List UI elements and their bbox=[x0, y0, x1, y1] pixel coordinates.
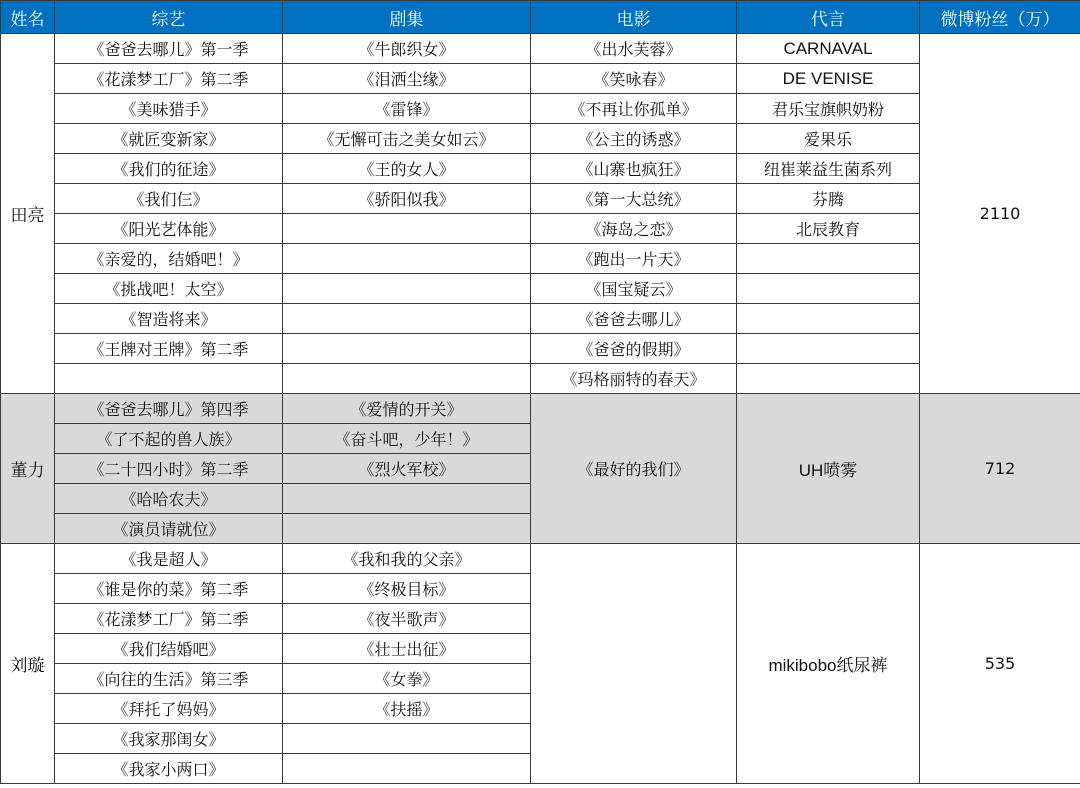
endorsement-cell: UH喷雾 bbox=[737, 394, 920, 544]
header-name: 姓名 bbox=[1, 1, 55, 34]
drama-cell: 《泪洒尘缘》 bbox=[283, 64, 531, 94]
variety-cell: 《智造将来》 bbox=[55, 304, 283, 334]
variety-cell: 《就匠变新家》 bbox=[55, 124, 283, 154]
drama-cell: 《奋斗吧，少年！》 bbox=[283, 424, 531, 454]
header-variety: 综艺 bbox=[55, 1, 283, 34]
person-name: 田亮 bbox=[1, 34, 55, 394]
endorsement-cell: 芬腾 bbox=[737, 184, 920, 214]
table-row bbox=[1, 394, 1080, 424]
table-row bbox=[1, 154, 1080, 184]
header-endorsement: 代言 bbox=[737, 1, 920, 34]
movie-cell: 《跑出一片天》 bbox=[531, 244, 737, 274]
table-row bbox=[1, 94, 1080, 124]
endorsement-cell: CARNAVAL bbox=[737, 34, 920, 64]
variety-cell: 《哈哈农夫》 bbox=[55, 484, 283, 514]
variety-cell: 《向往的生活》第三季 bbox=[55, 664, 283, 694]
movie-cell: 《笑咏春》 bbox=[531, 64, 737, 94]
drama-cell: 《爱情的开关》 bbox=[283, 394, 531, 424]
variety-cell: 《我是超人》 bbox=[55, 544, 283, 574]
variety-cell: 《爸爸去哪儿》第四季 bbox=[55, 394, 283, 424]
drama-cell bbox=[283, 484, 531, 514]
variety-cell: 《花漾梦工厂》第二季 bbox=[55, 64, 283, 94]
drama-cell: 《无懈可击之美女如云》 bbox=[283, 124, 531, 154]
variety-cell: 《花漾梦工厂》第二季 bbox=[55, 604, 283, 634]
movie-cell: 《国宝疑云》 bbox=[531, 274, 737, 304]
variety-cell: 《了不起的兽人族》 bbox=[55, 424, 283, 454]
drama-cell bbox=[283, 244, 531, 274]
movie-cell: 《海岛之恋》 bbox=[531, 214, 737, 244]
table-row bbox=[1, 124, 1080, 154]
drama-cell bbox=[283, 304, 531, 334]
movie-cell: 《爸爸的假期》 bbox=[531, 334, 737, 364]
movie-cell: 《山寨也疯狂》 bbox=[531, 154, 737, 184]
endorsement-cell bbox=[737, 274, 920, 304]
table-row bbox=[1, 544, 1080, 574]
movie-cell bbox=[531, 544, 737, 784]
variety-cell: 《谁是你的菜》第二季 bbox=[55, 574, 283, 604]
movie-cell: 《出水芙蓉》 bbox=[531, 34, 737, 64]
variety-cell: 《我家小两口》 bbox=[55, 754, 283, 784]
movie-cell: 《公主的诱惑》 bbox=[531, 124, 737, 154]
person-name: 刘璇 bbox=[1, 544, 55, 784]
drama-cell: 《王的女人》 bbox=[283, 154, 531, 184]
header-weibo-fans: 微博粉丝（万） bbox=[920, 1, 1080, 34]
table-row bbox=[1, 184, 1080, 214]
weibo-fans-cell: 535 bbox=[920, 544, 1080, 784]
person-name: 董力 bbox=[1, 394, 55, 544]
endorsement-cell: 北辰教育 bbox=[737, 214, 920, 244]
table-row bbox=[1, 304, 1080, 334]
table-row bbox=[1, 364, 1080, 394]
drama-cell: 《扶摇》 bbox=[283, 694, 531, 724]
movie-cell: 《爸爸去哪儿》 bbox=[531, 304, 737, 334]
variety-cell: 《挑战吧！太空》 bbox=[55, 274, 283, 304]
drama-cell bbox=[283, 754, 531, 784]
header-row bbox=[1, 1, 1080, 34]
endorsement-cell bbox=[737, 364, 920, 394]
table-row bbox=[1, 34, 1080, 64]
movie-cell: 《最好的我们》 bbox=[531, 394, 737, 544]
endorsement-cell: DE VENISE bbox=[737, 64, 920, 94]
variety-cell: 《二十四小时》第二季 bbox=[55, 454, 283, 484]
variety-cell: 《我们结婚吧》 bbox=[55, 634, 283, 664]
header-movie: 电影 bbox=[531, 1, 737, 34]
drama-cell bbox=[283, 724, 531, 754]
drama-cell: 《终极目标》 bbox=[283, 574, 531, 604]
variety-cell: 《演员请就位》 bbox=[55, 514, 283, 544]
endorsement-cell: 君乐宝旗帜奶粉 bbox=[737, 94, 920, 124]
endorsement-cell bbox=[737, 244, 920, 274]
drama-cell: 《烈火军校》 bbox=[283, 454, 531, 484]
weibo-fans-cell: 712 bbox=[920, 394, 1080, 544]
drama-cell bbox=[283, 274, 531, 304]
movie-cell: 《第一大总统》 bbox=[531, 184, 737, 214]
drama-cell: 《壮士出征》 bbox=[283, 634, 531, 664]
drama-cell: 《雷锋》 bbox=[283, 94, 531, 124]
drama-cell bbox=[283, 334, 531, 364]
table-row bbox=[1, 274, 1080, 304]
drama-cell: 《我和我的父亲》 bbox=[283, 544, 531, 574]
variety-cell: 《我们的征途》 bbox=[55, 154, 283, 184]
drama-cell: 《女拳》 bbox=[283, 664, 531, 694]
variety-cell: 《我们仨》 bbox=[55, 184, 283, 214]
variety-cell: 《阳光艺体能》 bbox=[55, 214, 283, 244]
movie-cell: 《玛格丽特的春天》 bbox=[531, 364, 737, 394]
table-row bbox=[1, 244, 1080, 274]
variety-cell: 《王牌对王牌》第二季 bbox=[55, 334, 283, 364]
drama-cell: 《骄阳似我》 bbox=[283, 184, 531, 214]
table-row bbox=[1, 334, 1080, 364]
drama-cell bbox=[283, 364, 531, 394]
drama-cell: 《牛郎织女》 bbox=[283, 34, 531, 64]
variety-cell: 《爸爸去哪儿》第一季 bbox=[55, 34, 283, 64]
variety-cell: 《我家那闺女》 bbox=[55, 724, 283, 754]
endorsement-cell: 爱果乐 bbox=[737, 124, 920, 154]
weibo-fans-cell: 2110 bbox=[920, 34, 1080, 394]
drama-cell: 《夜半歌声》 bbox=[283, 604, 531, 634]
movie-cell: 《不再让你孤单》 bbox=[531, 94, 737, 124]
table-row bbox=[1, 214, 1080, 244]
variety-cell: 《拜托了妈妈》 bbox=[55, 694, 283, 724]
endorsement-cell: mikibobo纸尿裤 bbox=[737, 544, 920, 784]
endorsement-cell bbox=[737, 334, 920, 364]
variety-cell: 《亲爱的，结婚吧！》 bbox=[55, 244, 283, 274]
drama-cell bbox=[283, 214, 531, 244]
endorsement-cell bbox=[737, 304, 920, 334]
variety-cell bbox=[55, 364, 283, 394]
endorsement-cell: 纽崔莱益生菌系列 bbox=[737, 154, 920, 184]
table-row bbox=[1, 64, 1080, 94]
variety-cell: 《美味猎手》 bbox=[55, 94, 283, 124]
header-drama: 剧集 bbox=[283, 1, 531, 34]
drama-cell bbox=[283, 514, 531, 544]
